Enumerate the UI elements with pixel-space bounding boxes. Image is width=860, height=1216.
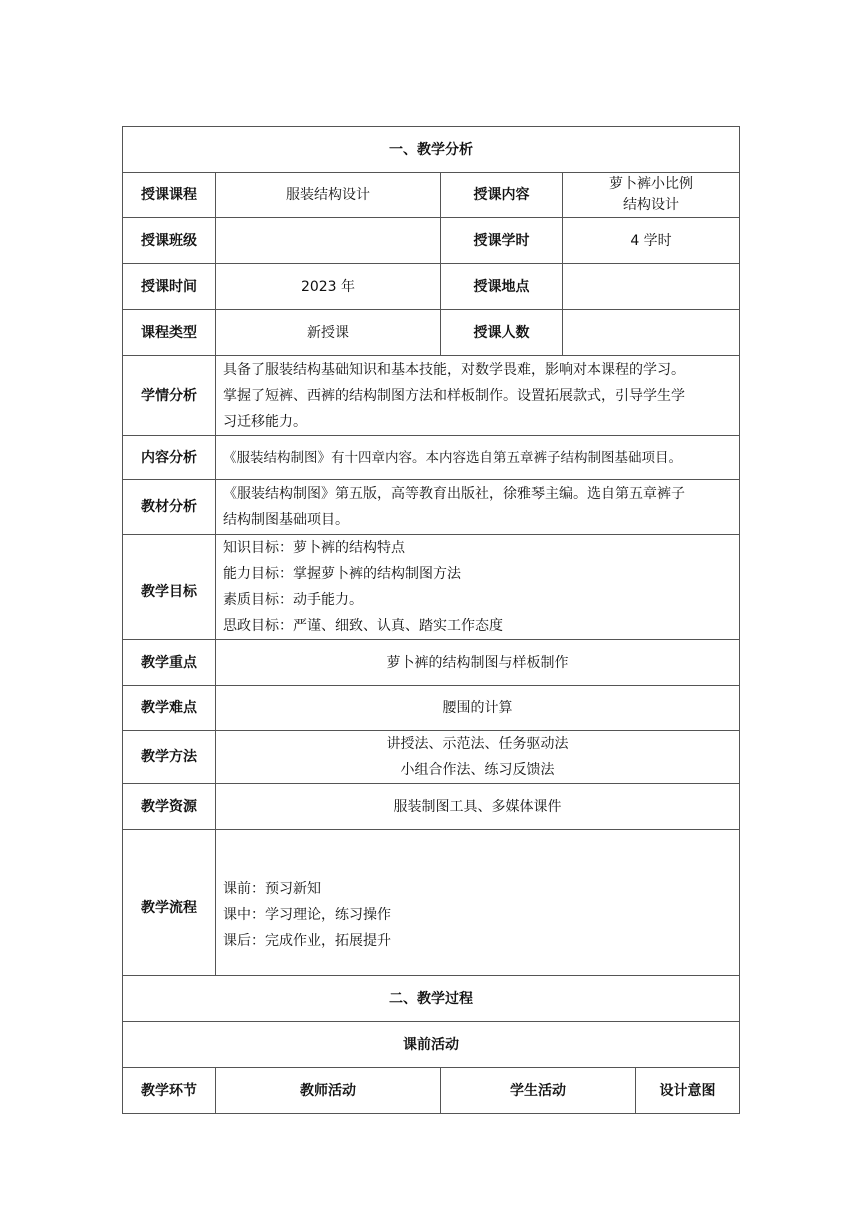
time-row [123,264,740,310]
student-analysis-text [216,356,740,436]
text-line: 课中：学习理论，练习操作 [223,906,391,923]
type-row [123,310,740,356]
type-value: 新授课 [216,310,441,356]
resources-label: 教学资源 [123,784,216,830]
difficulties-row [123,686,740,731]
section1-title-row [123,127,740,173]
section2-title: 二、教学过程 [123,976,740,1022]
text-line: 掌握了短裤、西裤的结构制图方法和样板制作。设置拓展款式，引导学生学 [223,387,685,404]
column-header-student: 学生活动 [441,1068,636,1114]
objectives-label: 教学目标 [123,535,216,640]
difficulties-text: 腰围的计算 [216,686,740,731]
section2-title-row [123,976,740,1022]
hours-value: 4 学时 [563,218,740,264]
textbook-analysis-label: 教材分析 [123,480,216,535]
text-line: 具备了服装结构基础知识和基本技能，对数学畏难，影响对本课程的学习。 [223,361,685,378]
content-label: 授课内容 [441,173,563,218]
content-value [563,173,740,218]
methods-row [123,731,740,784]
content-value-line: 萝卜裤小比例 [609,176,693,192]
text-line: 《服装结构制图》第五版，高等教育出版社，徐雅琴主编。选自第五章裤子 [223,486,685,502]
time-value: 2023 年 [216,264,441,310]
resources-text: 服装制图工具、多媒体课件 [216,784,740,830]
process-columns-row [123,1068,740,1114]
textbook-analysis-row [123,480,740,535]
time-label: 授课时间 [123,264,216,310]
content-value-line: 结构设计 [623,197,679,213]
course-value: 服装结构设计 [216,173,441,218]
process-row [123,830,740,976]
resources-row [123,784,740,830]
textbook-analysis-text [216,480,740,535]
text-line: 小组合作法、练习反馈法 [400,762,555,778]
class-row [123,218,740,264]
objectives-text [216,535,740,640]
methods-label: 教学方法 [123,731,216,784]
content-analysis-text [216,436,740,480]
text-line: 习迁移能力。 [223,413,307,430]
difficulties-label: 教学难点 [123,686,216,731]
text-line: 《服装结构制图》有十四章内容。本内容选自第五章裤子结构制图基础项目。 [223,449,682,466]
methods-text [216,731,740,784]
pre-class-row [123,1022,740,1068]
content-analysis-label: 内容分析 [123,436,216,480]
text-line: 课前：预习新知 [223,880,321,897]
type-label: 课程类型 [123,310,216,356]
class-label: 授课班级 [123,218,216,264]
pre-class-header: 课前活动 [123,1022,740,1068]
text-line: 素质目标：动手能力。 [223,592,363,608]
text-line: 课后：完成作业，拓展提升 [223,932,391,949]
course-row [123,173,740,218]
section1-title: 一、教学分析 [123,127,740,173]
key-points-row [123,640,740,686]
location-value [563,264,740,310]
column-header-intent: 设计意图 [636,1068,740,1114]
student-analysis-label: 学情分析 [123,356,216,436]
process-label: 教学流程 [123,830,216,976]
text-line: 思政目标：严谨、细致、认真、踏实工作态度 [223,618,503,634]
course-label: 授课课程 [123,173,216,218]
column-header-teacher: 教师活动 [216,1068,441,1114]
column-header-stage: 教学环节 [123,1068,216,1114]
text-line: 结构制图基础项目。 [223,512,349,528]
key-points-text: 萝卜裤的结构制图与样板制作 [216,640,740,686]
headcount-label: 授课人数 [441,310,563,356]
lesson-plan-table [122,126,740,1114]
process-text [216,830,740,976]
class-value [216,218,441,264]
content-analysis-row [123,436,740,480]
student-analysis-row [123,356,740,436]
hours-label: 授课学时 [441,218,563,264]
text-line: 能力目标：掌握萝卜裤的结构制图方法 [223,566,461,582]
location-label: 授课地点 [441,264,563,310]
text-line: 知识目标：萝卜裤的结构特点 [223,540,405,556]
objectives-row [123,535,740,640]
headcount-value [563,310,740,356]
text-line: 讲授法、示范法、任务驱动法 [386,736,569,752]
key-points-label: 教学重点 [123,640,216,686]
